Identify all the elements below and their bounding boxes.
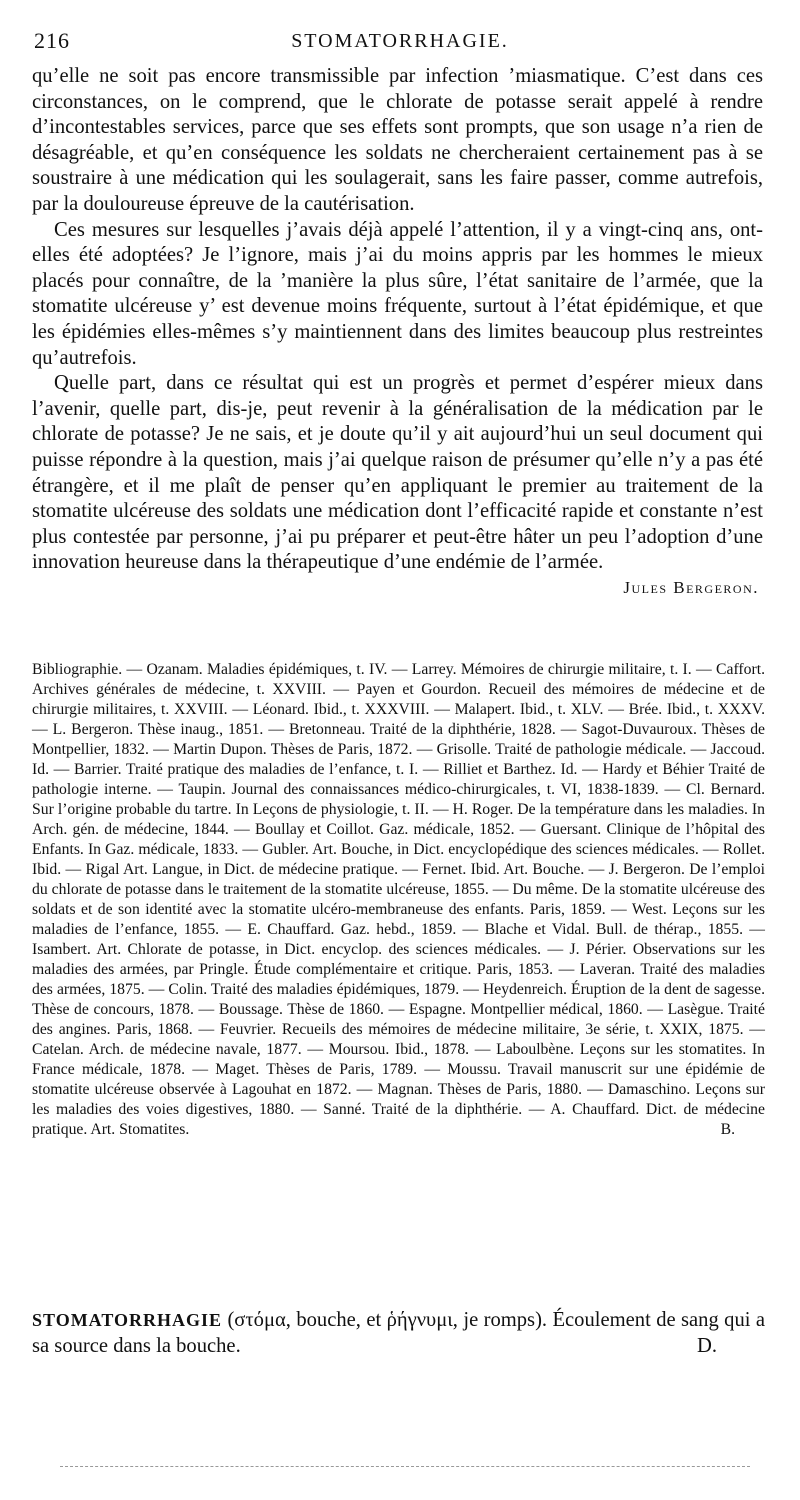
page-number: 216 [34, 28, 70, 53]
entry-definition: (στόμα, bouche, et ῥήγνυμι, je romps). Écoulement de sang qui a sa source dans la bouche. [32, 1309, 765, 1357]
bibliography-author-mark: B. [720, 1121, 735, 1138]
bibliography [32, 660, 765, 1140]
paragraph-2: Ces mesures sur lesquelles j’avais déjà appelé l’attention, il y a vingt-cinq ans, ont-elles été adoptées? Je l’ignore, mais j’ai du moins appris par les hommes le mieux placés pour connaître, de la ’manière la plus sûre, l’état sanitaire de l’armée, que la stomatite ulcéreuse y’ est devenue moins fréquente, surtout à l’état épidémique, et que les épidémies elles-mêmes s’y maintiennent dans des limites beaucoup plus restreintes qu’autrefois. [32, 218, 763, 369]
paragraph-3: Quelle part, dans ce résultat qui est un progrès et permet d’espérer mieux dans l’avenir, quelle part, dis-je, peut revenir à la généralisation de la médication par le chlorate de potasse? Je ne sais, et je doute qu’il y ait aujourd’hui un seul document qui puisse répondre à la question, mais j’ai quelque raison de présumer qu’elle n’y a pas été étrangère, et il me plaît de penser qu’en appliquant le premier au traitement de la stomatite ulcéreuse des soldats une médication dont l’efficacité rapide et constante n’est plus contestée par personne, j’ai pu préparer et peut-être hâter un peu l’adoption d’une innovation heureuse dans la thérapeutique d’une endémie de l’armée. [32, 372, 763, 574]
paragraph-1: qu’elle ne soit pas encore transmissible par infection ’miasmatique. C’est dans ces circonstances, on le comprend, que le chlorate de potasse serait appelé à rendre d’incontestables services, parce que ses effets sont prompts, que son usage n’a rien de désagréable, et qu’en conséquence les soldats ne chercheraient certainement pas à se soustraire à une médication qui les soulagerait, sans les faire passer, comme autrefois, par la douloureuse épreuve de la cautérisation. [32, 65, 763, 215]
running-title: STOMATORRHAGIE. [291, 30, 509, 52]
footer-rule [60, 1466, 750, 1467]
bibliography-text [32, 660, 765, 1140]
bibliography-body: Bibliographie. — Ozanam. Maladies épidémiques, t. IV. — Larrey. Mémoires de chirurgie militaire, t. I. — Caffort. Archives générales de médecine, t. XXVIII. — Payen et Gourdon. Recueil des mémoires de médecine et de chirurgie militaires, t. XXVIII. — Léonard. Ibid., t. XXXVIII. — Malapert. Ibid., t. XLV. — Brée. Ibid., t. XXXV. — L. Bergeron. Thèse inaug., 1851. — Bretonneau. Traité de la diphthérie, 1828. — Sagot-Duvauroux. Thèses de Montpellier, 1832. — Martin Dupon. Thèses de Paris, 1872. — Grisolle. Traité de pathologie médicale. — Jaccoud. Id. — Barrier. Traité pratique des maladies de l’enfance, t. I. — Rilliet et Barthez. Id. — Hardy et Béhier Traité de pathologie interne. — Taupin. Journal des connaissances médico-chirurgicales, t. VI, 1838-1839. — Cl. Bernard. Sur l’origine probable du tartre. In Leçons de physiologie, t. II. — H. Roger. De la température dans les maladies. In Arch. gén. de médecine, 1844. — Boullay et Coillot. Gaz. médicale, 1852. — Guersant. Clinique de l’hôpital des Enfants. In Gaz. médicale, 1833. — Gubler. Art. Bouche, in Dict. encyclopédique des sciences médicales. — Rollet. Ibid. — Rigal Art. Langue, in Dict. de médecine pratique. — Fernet. Ibid. Art. Bouche. — J. Bergeron. De l’emploi du chlorate de potasse dans le traitement de la stomatite ulcéreuse, 1855. — Du même. De la stomatite ulcéreuse des soldats et de son identité avec la stomatite ulcéro-membraneuse des enfants. Paris, 1859. — West. Leçons sur les maladies de l’enfance, 1855. — E. Chauffard. Gaz. hebd., 1859. — Blache et Vidal. Bull. de thérap., 1855. — Isambert. Art. Chlorate de potasse, in Dict. encyclop. des sciences médicales. — J. Périer. Observations sur les maladies des armées, par Pringle. Étude complémentaire et critique. Paris, 1853. — Laveran. Traité des maladies des armées, 1875. — Colin. Traité des maladies épidémiques, 1879. — Heydenreich. Éruption de la dent de sagesse. Thèse de concours, 1878. — Boussage. Thèse de 1860. — Espagne. Montpellier médical, 1860. — Lasègue. Traité des angines. Paris, 1868. — Feuvrier. Recueils des mémoires de médecine militaire, 3e série, t. XXIX, 1875. — Catelan. Arch. de médecine navale, 1877. — Moursou. Ibid., 1878. — Laboulbène. Leçons sur les stomatites. In France médicale, 1878. — Maget. Thèses de Paris, 1789. — Moussu. Travail manuscrit sur une épidémie de stomatite ulcéreuse observée à Lagouhat en 1872. — Magnan. Thèses de Paris, 1880. — Damaschino. Leçons sur les maladies des voies digestives, 1880. — Sanné. Traité de la diphthérie. — A. Chauffard. Dict. de médecine pratique. Art. Stomatites. [32, 661, 765, 1138]
entry-author: D. [696, 1335, 717, 1357]
entry-headword: STOMATORRHAGIE [32, 1310, 223, 1330]
dictionary-entry [32, 1307, 765, 1359]
author-signature: Jules Bergeron. [623, 577, 759, 597]
entry-text [32, 1307, 765, 1359]
page-header [30, 28, 770, 58]
main-text [32, 64, 763, 604]
